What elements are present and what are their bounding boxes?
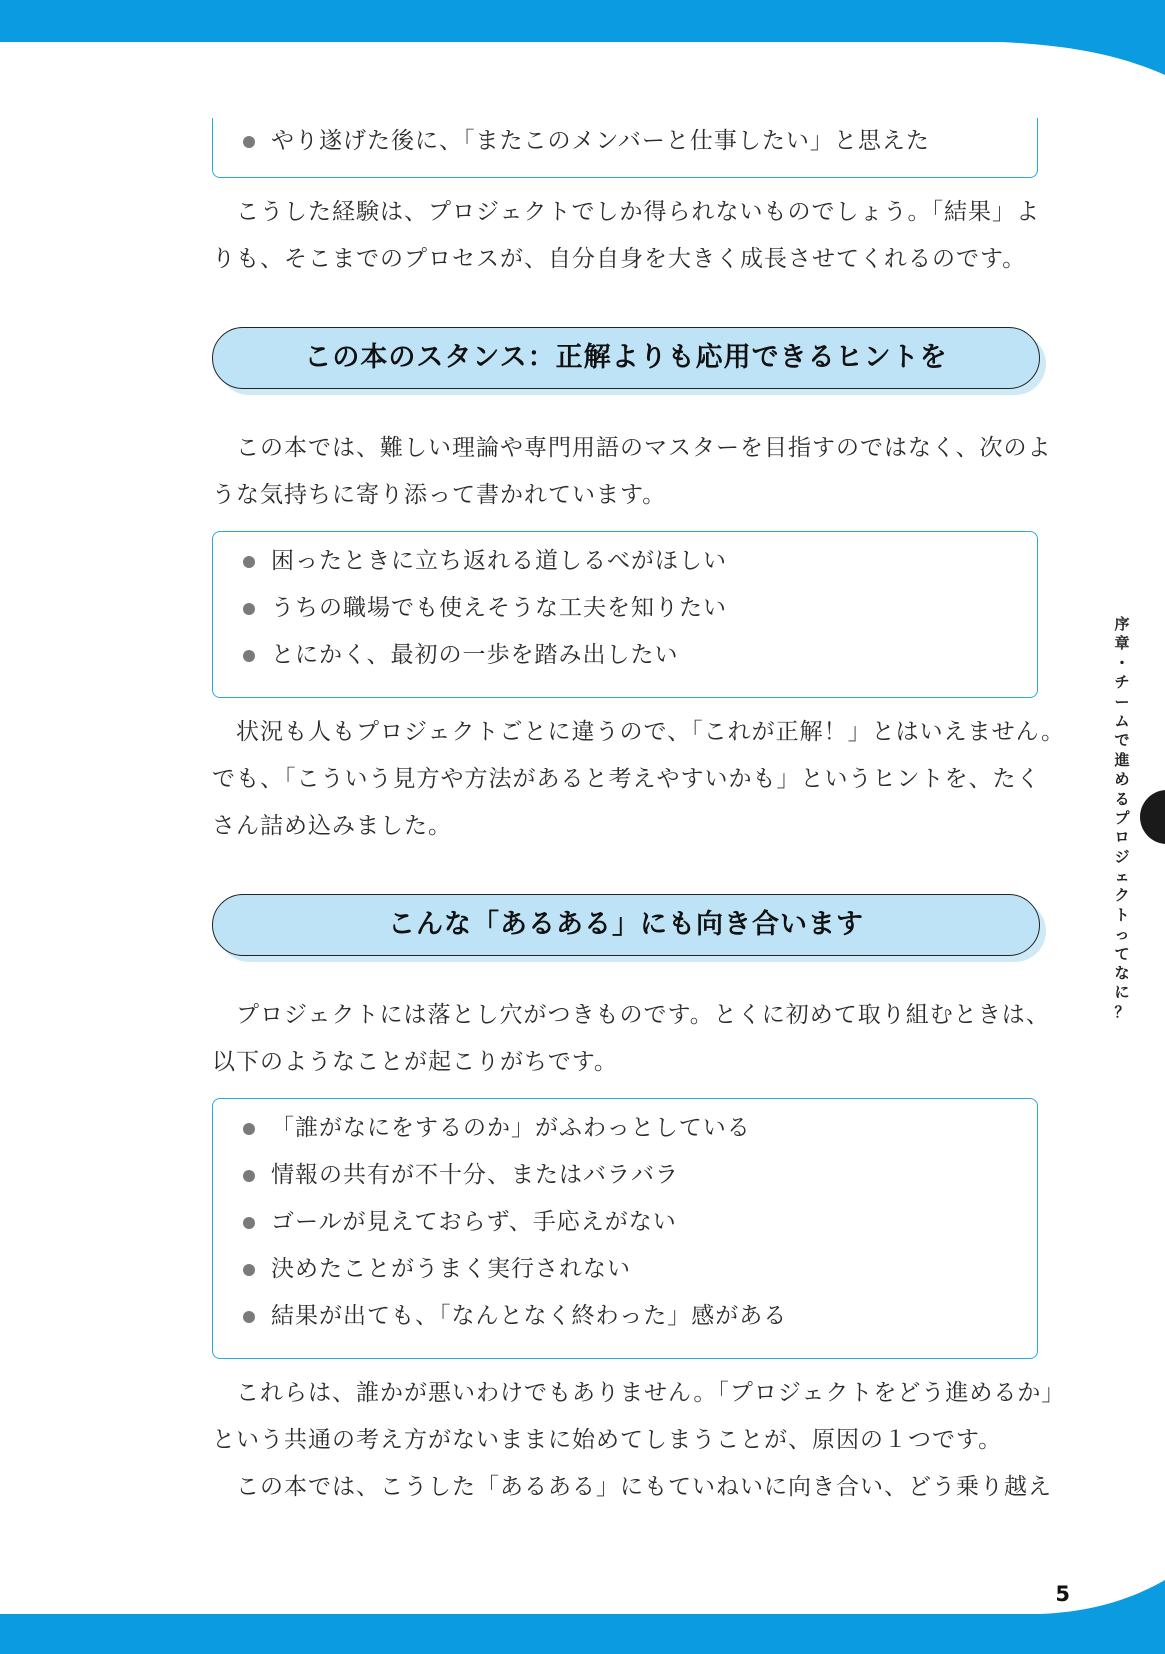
paragraph-line: でも、「こういう見方や方法があると考えやすいかも」というヒントを、たく xyxy=(212,766,1041,792)
paragraph-overcome xyxy=(212,1464,1052,1511)
bullet-icon xyxy=(243,1123,255,1135)
paragraph-pitfalls xyxy=(212,992,1050,1086)
list-item-text: ゴールが見えておらず、手応えがない xyxy=(271,1209,677,1235)
side-title-char: ム xyxy=(1114,711,1130,730)
top-decorative-band xyxy=(0,0,1165,80)
paragraph-cause xyxy=(212,1370,1066,1464)
side-title-char: 進 xyxy=(1114,750,1130,769)
list-item xyxy=(213,1199,1037,1246)
bullet-icon xyxy=(243,136,255,148)
list-item xyxy=(213,1293,1037,1340)
continued-bullet-box xyxy=(212,118,1038,178)
side-title-char: ・ xyxy=(1114,653,1130,672)
section-heading-stance xyxy=(212,327,1040,389)
common-problems-box xyxy=(212,1098,1038,1359)
side-title-char: で xyxy=(1114,731,1130,750)
paragraph-line: 以下のようなことが起こりがちです。 xyxy=(212,1049,618,1075)
bullet-icon xyxy=(243,1217,255,1229)
side-title-char: ？ xyxy=(1114,1002,1130,1021)
heading-text: こんな「あるある」にも向き合います xyxy=(212,894,1040,956)
list-item xyxy=(213,1152,1037,1199)
paragraph-line: さん詰め込みました。 xyxy=(212,813,452,839)
paragraph-line: こうした経験は、プロジェクトでしか得られないものでしょう。「結果」よ xyxy=(236,199,1041,225)
reader-feelings-box xyxy=(212,531,1038,698)
bullet-icon xyxy=(243,1264,255,1276)
bullet-icon xyxy=(243,1170,255,1182)
bullet-icon xyxy=(243,556,255,568)
list-item xyxy=(213,585,1037,632)
side-title-char: ロ xyxy=(1114,828,1130,847)
list-item-text: うちの職場でも使えそうな工夫を知りたい xyxy=(271,595,727,621)
side-title-char: に xyxy=(1114,983,1130,1002)
side-title-char: ェ xyxy=(1114,867,1130,886)
paragraph-experience xyxy=(212,189,1042,283)
side-title-char: チ xyxy=(1114,673,1130,692)
chapter-tab-marker xyxy=(1140,790,1165,844)
bullet-icon xyxy=(243,1311,255,1323)
paragraph-line: りも、そこまでのプロセスが、自分自身を大きく成長させてくれるのです。 xyxy=(212,246,1027,272)
heading-text: この本のスタンス：正解よりも応用できるヒントを xyxy=(212,327,1040,389)
side-title-char: 序 xyxy=(1114,615,1130,633)
bullet-icon xyxy=(243,603,255,615)
list-item xyxy=(213,632,1037,679)
list-item-text: 情報の共有が不十分、またはバラバラ xyxy=(271,1162,679,1188)
paragraph-line: この本では、難しい理論や専門用語のマスターを目指すのではなく、次のよ xyxy=(236,435,1052,461)
list-item-text: 結果が出ても、「なんとなく終わった」感がある xyxy=(271,1303,788,1329)
side-title-char: ー xyxy=(1114,692,1130,711)
section-heading-aruaru xyxy=(212,894,1040,956)
paragraph-line: プロジェクトには落とし穴がつきものです。とくに初めて取り組むときは、 xyxy=(236,1002,1050,1028)
side-title-char: 章 xyxy=(1114,634,1130,653)
list-item-text: 「誰がなにをするのか」がふわっとしている xyxy=(271,1115,751,1141)
list-item-text: やり遂げた後に、「またこのメンバーと仕事したい」と思えた xyxy=(271,128,930,154)
side-title-char: な xyxy=(1114,964,1130,983)
list-item xyxy=(213,118,1037,165)
paragraph-line: うな気持ちに寄り添って書かれています。 xyxy=(212,482,667,508)
paragraph-line: これらは、誰かが悪いわけでもありません。「プロジェクトをどう進めるか」 xyxy=(236,1380,1066,1406)
paragraph-line: 状況も人もプロジェクトごとに違うので、「これが正解！」とはいえません。 xyxy=(236,719,1065,745)
list-item-text: とにかく、最初の一歩を踏み出したい xyxy=(271,642,679,668)
page-number: 5 xyxy=(1055,1582,1070,1606)
side-title-char: ト xyxy=(1114,905,1130,924)
paragraph-hints xyxy=(212,709,1065,850)
paragraph-line: という共通の考え方がないままに始めてしまうことが、原因の１つです。 xyxy=(212,1427,1003,1453)
paragraph-line: この本では、こうした「あるある」にもていねいに向き合い、どう乗り越え xyxy=(236,1474,1052,1500)
list-item xyxy=(213,538,1037,585)
side-title-char: る xyxy=(1114,789,1130,808)
bullet-icon xyxy=(243,650,255,662)
bottom-decorative-band xyxy=(0,1580,1165,1654)
list-item xyxy=(213,1246,1037,1293)
list-item-text: 決めたことがうまく実行されない xyxy=(271,1256,631,1282)
side-title-char: て xyxy=(1114,944,1130,963)
list-item xyxy=(213,1105,1037,1152)
side-title-char: め xyxy=(1114,770,1130,789)
side-title-char: プ xyxy=(1114,808,1130,827)
chapter-side-title xyxy=(1108,615,1136,1022)
side-title-char: ジ xyxy=(1114,847,1130,866)
side-title-char: っ xyxy=(1114,925,1130,944)
list-item-text: 困ったときに立ち返れる道しるべがほしい xyxy=(271,548,727,574)
side-title-char: ク xyxy=(1114,886,1130,905)
paragraph-book-approach xyxy=(212,425,1052,519)
